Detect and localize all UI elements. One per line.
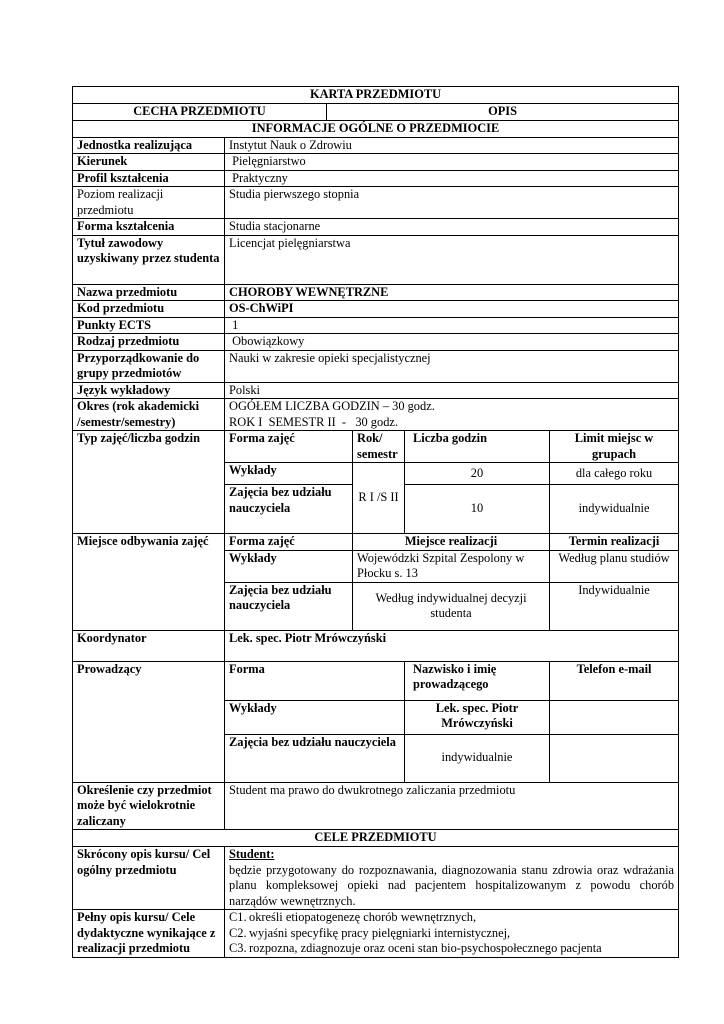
group-label: Przyporządkowanie do grupy przedmiotów — [73, 350, 225, 382]
degree-title-label: Tytuł zawodowy uzyskiwany przez studenta — [73, 235, 225, 284]
profile-value: Praktyczny — [225, 170, 679, 187]
profile-label: Profil kształcenia — [73, 170, 225, 187]
class-limit-header: Limit miejsc w grupach — [550, 431, 679, 463]
coordinator-value: Lek. spec. Piotr Mrówczyński — [225, 630, 679, 661]
goal-item — [229, 910, 674, 926]
degree-title-value: Licencjat pielęgniarstwa — [225, 235, 679, 284]
teachers-name-lectures: Lek. spec. Piotr Mrówczyński — [405, 700, 550, 734]
goal-item-id: C1. — [229, 910, 247, 924]
goal-item-text: określi etiopatogenezę chorób wewnętrznych, — [249, 910, 477, 924]
teachers-contact-lectures — [550, 700, 679, 734]
short-goal-text: będzie przygotowany do rozpoznawania, diagnozowania stanu zdrowia oraz wdrażania planu kompleksowej opieki nad pacjentem hospitalizowanym z powodu chorób narządów wewnętrznych. — [229, 862, 675, 908]
ects-value: 1 — [225, 317, 679, 334]
place-location-self-study: Według indywidualnej decyzji studenta — [353, 582, 550, 630]
goals-section-header: CELE PRZEDMIOTU — [73, 830, 679, 847]
place-form-lectures: Wykłady — [225, 550, 353, 582]
short-goal-label: Skrócony opis kursu/ Cel ogólny przedmiotu — [73, 847, 225, 910]
general-section-header: INFORMACJE OGÓLNE O PRZEDMIOCIE — [73, 120, 679, 137]
place-term-header: Termin realizacji — [550, 534, 679, 551]
class-limit-self-study: indywidualnie — [550, 485, 679, 534]
form-label: Forma kształcenia — [73, 219, 225, 236]
goal-item-id: C3. — [229, 941, 247, 955]
level-label: Poziom realizacji przedmiotu — [73, 187, 225, 219]
teachers-label: Prowadzący — [73, 661, 225, 782]
group-value: Nauki w zakresie opieki specjalistycznej — [225, 350, 679, 382]
teachers-form-self-study: Zajęcia bez udziału nauczyciela — [225, 734, 405, 782]
unit-label: Jednostka realizująca — [73, 137, 225, 154]
place-label: Miejsce odbywania zajęć — [73, 534, 225, 631]
period-semester: ROK I SEMESTR II - 30 godz. — [229, 414, 398, 429]
coordinator-label: Koordynator — [73, 630, 225, 661]
language-value: Polski — [225, 382, 679, 399]
goal-item-text: rozpozna, zdiagnozuje oraz oceni stan bio-psychospołecznego pacjenta — [249, 941, 602, 955]
place-term-self-study: Indywidualnie — [550, 582, 679, 630]
goal-item — [229, 941, 674, 957]
short-goal-student: Student: — [229, 847, 275, 861]
short-goal-value — [225, 847, 679, 910]
subject-type-label: Rodzaj przedmiotu — [73, 334, 225, 351]
teachers-form-lectures: Wykłady — [225, 700, 405, 734]
class-form-lectures: Wykłady — [225, 463, 353, 485]
full-goal-label: Pełny opis kursu/ Cele dydaktyczne wynikające z realizacji przedmiotu — [73, 910, 225, 958]
place-location-header: Miejsce realizacji — [353, 534, 550, 551]
class-limit-lectures: dla całego roku — [550, 463, 679, 485]
subject-name-value: CHOROBY WEWNĘTRZNE — [225, 284, 679, 301]
form-value: Studia stacjonarne — [225, 219, 679, 236]
class-form-header: Forma zajęć — [225, 431, 353, 463]
level-value: Studia pierwszego stopnia — [225, 187, 679, 219]
goal-item-id: C2. — [229, 925, 247, 940]
period-total: OGÓŁEM LICZBA GODZIN – 30 godz. — [229, 399, 435, 413]
teachers-form-header: Forma — [225, 661, 405, 700]
place-form-header: Forma zajęć — [225, 534, 353, 551]
subject-code-value: OS-ChWiPI — [225, 301, 679, 318]
goal-item — [229, 926, 674, 942]
full-goal-value — [225, 910, 679, 958]
place-term-lectures: Według planu studiów — [550, 550, 679, 582]
subject-type-value: Obowiązkowy — [225, 334, 679, 351]
class-year-value: R I /S II — [353, 463, 405, 534]
class-year-header: Rok/ semestr — [353, 431, 405, 463]
retake-value: Student ma prawo do dwukrotnego zaliczania przedmiotu — [225, 782, 679, 830]
ects-label: Punkty ECTS — [73, 317, 225, 334]
card-title: KARTA PRZEDMIOTU — [73, 87, 679, 104]
place-location-lectures: Wojewódzki Szpital Zespolony w Płocku s. 13 — [353, 550, 550, 582]
teachers-name-self-study: indywidualnie — [405, 734, 550, 782]
class-form-self-study: Zajęcia bez udziału nauczyciela — [225, 485, 353, 534]
class-hours-header: Liczba godzin — [405, 431, 550, 463]
period-label: Okres (rok akademicki /semestr/semestry) — [73, 399, 225, 431]
course-card-table — [72, 86, 679, 958]
goal-item-text: wyjaśni specyfikę pracy pielęgniarki internistycznej, — [249, 925, 511, 940]
direction-value: Pielęgniarstwo — [225, 154, 679, 171]
subject-name-label: Nazwa przedmiotu — [73, 284, 225, 301]
language-label: Język wykładowy — [73, 382, 225, 399]
teachers-phone-header: Telefon e-mail — [550, 661, 679, 700]
retake-label: Określenie czy przedmiot może być wielokrotnie zaliczany — [73, 782, 225, 830]
class-hours-lectures: 20 — [405, 463, 550, 485]
class-type-label: Typ zajęć/liczba godzin — [73, 431, 225, 534]
subject-code-label: Kod przedmiotu — [73, 301, 225, 318]
period-value — [225, 399, 679, 431]
place-form-self-study: Zajęcia bez udziału nauczyciela — [225, 582, 353, 630]
col-desc-header: OPIS — [327, 104, 679, 121]
direction-label: Kierunek — [73, 154, 225, 171]
unit-value: Instytut Nauk o Zdrowiu — [225, 137, 679, 154]
teachers-contact-self-study — [550, 734, 679, 782]
col-feature-header: CECHA PRZEDMIOTU — [73, 104, 327, 121]
teachers-name-header: Nazwisko i imię prowadzącego — [405, 661, 550, 700]
class-hours-self-study: 10 — [405, 485, 550, 534]
